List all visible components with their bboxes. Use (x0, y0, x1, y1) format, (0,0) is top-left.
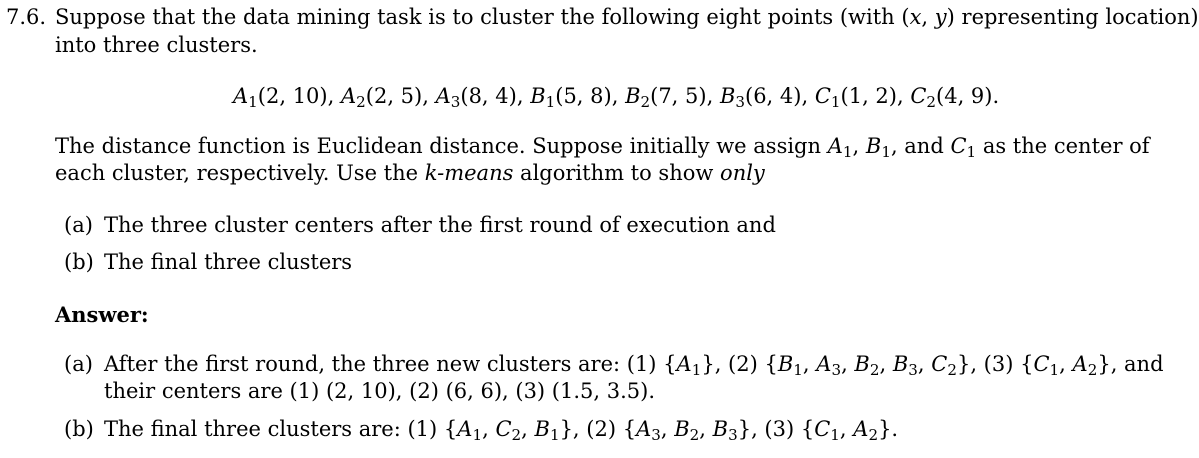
answer-a-text: After the first round, the three new clusters are: (1) $\{A_1\}$, (2) {$B_1$, $A_3$, $B_2$, $B_3$, $C_2$}, (3) {$C_1$, $A_2$}, and (104, 352, 1164, 379)
answer-a-label: (a) (64, 352, 93, 376)
question-item-a (64, 212, 776, 239)
item-text: The final three clusters (104, 250, 353, 274)
points-list: $A_1(2$, 10), $A_2(2$, 5), $A_3(8$, 4), $B_1(5$, 8), $B_2(7$, 5), $B_3(6$, 4), $C_1(1$, 2), $C_2(4$, 9). (233, 84, 1000, 111)
item-label: (a) (64, 213, 93, 237)
question-description-line-1: The distance function is Euclidean distance. Suppose initially we assign $A_1$, $B_1$, and $C_1$ as the center of (55, 134, 1150, 161)
question-intro-line-2: into three clusters. (55, 33, 258, 57)
item-label: (b) (64, 250, 94, 274)
question-intro-line-1: Suppose that the data mining task is to cluster the following eight points (with (x, y) representing location) (55, 5, 1199, 29)
question-description-line-2: each cluster, respectively. Use the k-means algorithm to show only (55, 161, 765, 185)
answer-b-text: The final three clusters are: (1) {$A_1$, $C_2$, $B_1$}, (2) {$A_3$, $B_2$, $B_3$}, (3) {$C_1$, $A_2$}. (104, 417, 899, 444)
answer-heading: Answer: (55, 302, 149, 327)
question-number: 7.6. (6, 5, 47, 29)
item-text: The three cluster centers after the first round of execution and (104, 213, 776, 237)
answer-b-label: (b) (64, 417, 94, 441)
question-item-b (64, 249, 352, 276)
answer-a-line-2: their centers are (1) (2, 10), (2) (6, 6), (3) (1.5, 3.5). (104, 379, 656, 403)
answer-b (64, 416, 898, 443)
answer-a-line-1 (64, 351, 1164, 379)
